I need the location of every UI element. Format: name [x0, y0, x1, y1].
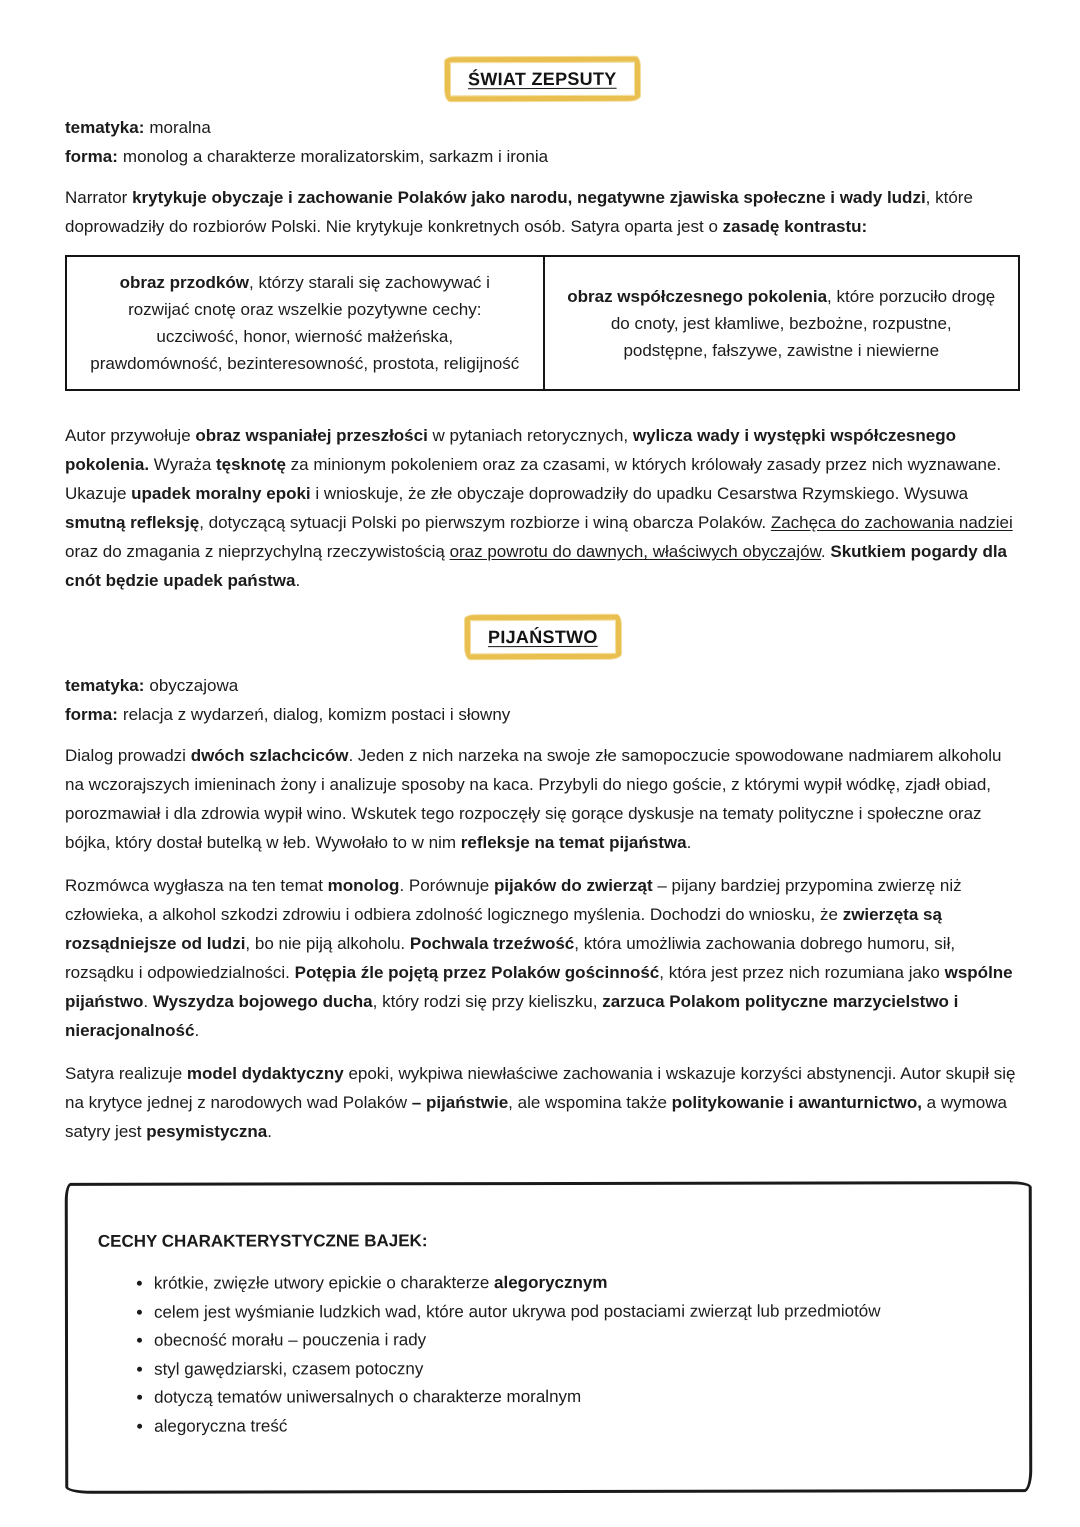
text-segment: .: [295, 571, 301, 590]
text-segment: , dotyczącą sytuacji Polski po pierwszym rozbiorze i winą obarcza Polaków.: [199, 513, 771, 532]
text-segment: oraz powrotu do dawnych, właściwych obyczajów: [449, 542, 821, 561]
paragraph-autor-przywoluje: [65, 421, 1020, 595]
bajki-header: CECHY CHARAKTERYSTYCZNE BAJEK:: [97, 1231, 428, 1251]
tematyka-label: tematyka:: [65, 676, 145, 695]
text-segment: celem jest wyśmianie ludzkich wad, które autor ukrywa pod postaciami zwierząt lub przedmiotów: [153, 1300, 881, 1322]
text-segment: Wyszydza bojowego ducha: [152, 992, 373, 1011]
list-item: [154, 1411, 995, 1441]
text-segment: politykowanie i awanturnictwo,: [671, 1093, 922, 1112]
forma-value: relacja z wydarzeń, dialog, komizm postaci i słowny: [122, 705, 511, 724]
text-segment: , który rodzi się przy kieliszku,: [372, 992, 603, 1011]
text-segment: Autor przywołuje: [65, 426, 196, 445]
text-segment: .: [267, 1122, 272, 1141]
forma-value: monolog a charakterze moralizatorskim, sarkazm i ironia: [122, 147, 549, 166]
text-segment: a wymowa satyry jest: [65, 1093, 1007, 1141]
swiat-zepsuty-title: ŚWIAT ZEPSUTY: [468, 68, 617, 90]
text-segment: Satyra realizuje: [65, 1064, 187, 1083]
text-segment: dotyczą tematów uniwersalnych o charakterze moralnym: [154, 1386, 582, 1407]
text-segment: , które porzuciło drogę do cnoty, jest kłamliwe, bezbożne, rozpustne, podstępne, fałszywe, zawistne i niewierne: [610, 286, 996, 360]
text-segment: , bo nie piją alkoholu.: [245, 934, 410, 953]
list-item: [154, 1297, 995, 1327]
pijanstwo-title-box: [465, 615, 621, 659]
text-segment: – pijany bardziej przypomina zwierzę niż człowieka, a alkohol szkodzi zdrowiu i odbiera zdolność logicznego myślenia. Dochodzi do wniosku, że: [65, 876, 962, 924]
comparison-cell-wspolczesni-text: [567, 283, 997, 364]
forma-line: [65, 142, 1020, 171]
text-segment: , która umożliwia zachowania dobrego humoru, sił, rozsądku i odpowiedzialności.: [65, 934, 956, 982]
text-segment: .: [686, 833, 692, 852]
swiat-zepsuty-title-row: [65, 57, 1020, 101]
text-segment: alegoryczna treść: [154, 1415, 288, 1436]
text-segment: smutną refleksję: [65, 513, 200, 532]
tematyka-value: obyczajowa: [149, 676, 239, 695]
swiat-zepsuty-meta: [65, 113, 1020, 171]
comparison-cell-przodkowie: [67, 257, 543, 389]
text-segment: wspólne pijaństwo: [65, 963, 1013, 1011]
list-item: [154, 1382, 995, 1412]
text-segment: Wyraża: [149, 455, 216, 474]
text-segment: obecność morału – pouczenia i rady: [153, 1330, 427, 1350]
tematyka-line: [65, 113, 1020, 142]
text-segment: Dialog prowadzi: [65, 746, 191, 765]
forma-line: [65, 700, 1020, 729]
text-segment: upadek moralny epoki: [131, 484, 311, 503]
paragraph-dialog-prowadzi: [65, 741, 1020, 857]
list-item: [154, 1325, 995, 1355]
text-segment: obraz współczesnego pokolenia: [567, 286, 828, 306]
paragraph-satyra-realizuje: [65, 1059, 1020, 1146]
text-segment: dwóch szlachciców: [190, 746, 349, 765]
text-segment: monolog: [327, 876, 400, 895]
text-segment: epoki, wykpiwa niewłaściwe zachowania i wskazuje korzyści abstynencji. Autor skupił się na krytyce jednej z narodowych wad Polaków: [65, 1064, 1016, 1112]
text-segment: krótkie, zwięzłe utwory epickie o charakterze: [153, 1273, 495, 1293]
bajki-box: [65, 1181, 1033, 1494]
text-segment: zarzuca Polakom polityczne marzycielstwo i nieracjonalność: [65, 992, 959, 1040]
text-segment: wylicza wady i występki współczesnego pokolenia.: [65, 426, 956, 474]
text-segment: – pijaństwie: [411, 1093, 509, 1112]
paragraph-rozmowca-wyglasza: [65, 871, 1020, 1045]
text-segment: Potępia źle pojętą przez Polaków gościnność: [294, 963, 660, 982]
text-segment: .: [820, 542, 831, 561]
text-segment: zasadę kontrastu:: [722, 217, 868, 236]
paragraph-narrator-krytykuje: [65, 183, 1020, 241]
pijanstwo-title-row: [65, 615, 1020, 659]
text-segment: , która jest przez nich rozumiana jako: [659, 963, 945, 982]
pijanstwo-title: PIJAŃSTWO: [487, 626, 598, 648]
comparison-table: [65, 255, 1020, 391]
text-segment: Zachęca do zachowania nadziei: [770, 513, 1013, 532]
text-segment: .: [194, 1021, 200, 1040]
text-segment: .: [143, 992, 153, 1011]
text-segment: styl gawędziarski, czasem potoczny: [154, 1358, 424, 1379]
text-segment: tęsknotę: [216, 455, 286, 474]
text-segment: oraz do zmagania z nieprzychylną rzeczywistością: [65, 542, 450, 561]
text-segment: za minionym pokoleniem oraz za czasami, w których królowały zasady przez nich wyznawane. Ukazuje: [65, 455, 1002, 503]
tematyka-line: [65, 671, 1020, 700]
text-segment: i wnioskuje, że złe obyczaje doprowadziły do upadku Cesarstwa Rzymskiego. Wysuwa: [310, 484, 969, 503]
forma-label: forma:: [65, 705, 118, 724]
forma-label: forma:: [65, 147, 118, 166]
pijanstwo-meta: [65, 671, 1020, 729]
text-segment: w pytaniach retorycznych,: [427, 426, 633, 445]
comparison-cell-wspolczesni: [543, 257, 1019, 389]
text-segment: zwierzęta są rozsądniejsze od ludzi: [65, 905, 942, 953]
text-segment: Pochwala trzeźwość: [409, 934, 575, 953]
text-segment: obraz wspaniałej przeszłości: [195, 426, 428, 445]
text-segment: pesymistyczna: [146, 1122, 268, 1141]
text-segment: krytykuje obyczaje i zachowanie Polaków jako narodu, negatywne zjawiska społeczne i wady ludzi: [132, 188, 926, 207]
tematyka-label: tematyka:: [65, 118, 145, 137]
text-segment: , które doprowadziły do rozbiorów Polski. Nie krytykuje konkretnych osób. Satyra oparta jest o: [65, 188, 973, 236]
text-segment: Skutkiem pogardy dla cnót będzie upadek państwa: [65, 542, 1008, 590]
text-segment: . Jeden z nich narzeka na swoje złe samopoczucie spowodowane nadmiarem alkoholu na wczorajszych imieninach żony i analizuje sposoby na kaca. Przybyli do niego goście, z którymi wypił wódkę, zjadł obiad, porozmawiał i dla zdrowia wypił wino. Wskutek tego rozpoczęły się gorące dyskusje na tematy polityczne i społeczne oraz bójka, który dostał butelką w łeb. Wywołało to w nim: [65, 746, 1002, 852]
comparison-cell-przodkowie-text: [89, 269, 521, 377]
bajki-list: [98, 1268, 995, 1441]
text-segment: , którzy starali się zachowywać i rozwijać cnotę oraz wszelkie pozytywne cechy: uczciwość, honor, wierność małżeńska, prawdomówność, bezinteresowność, prostota, religijność: [90, 273, 520, 373]
text-segment: Narrator: [65, 188, 133, 207]
text-segment: pijaków do zwierząt: [493, 876, 653, 895]
text-segment: , ale wspomina także: [508, 1093, 672, 1112]
text-segment: obraz przodków: [119, 273, 249, 292]
list-item: [154, 1354, 995, 1384]
text-segment: model dydaktyczny: [186, 1064, 344, 1083]
tematyka-value: moralna: [149, 118, 211, 137]
text-segment: . Porównuje: [399, 876, 494, 895]
swiat-zepsuty-title-box: [445, 57, 640, 102]
list-item: [154, 1268, 995, 1298]
text-segment: refleksje na temat pijaństwa: [460, 833, 687, 852]
text-segment: Rozmówca wygłasza na ten temat: [65, 876, 328, 895]
text-segment: alegorycznym: [494, 1272, 608, 1293]
